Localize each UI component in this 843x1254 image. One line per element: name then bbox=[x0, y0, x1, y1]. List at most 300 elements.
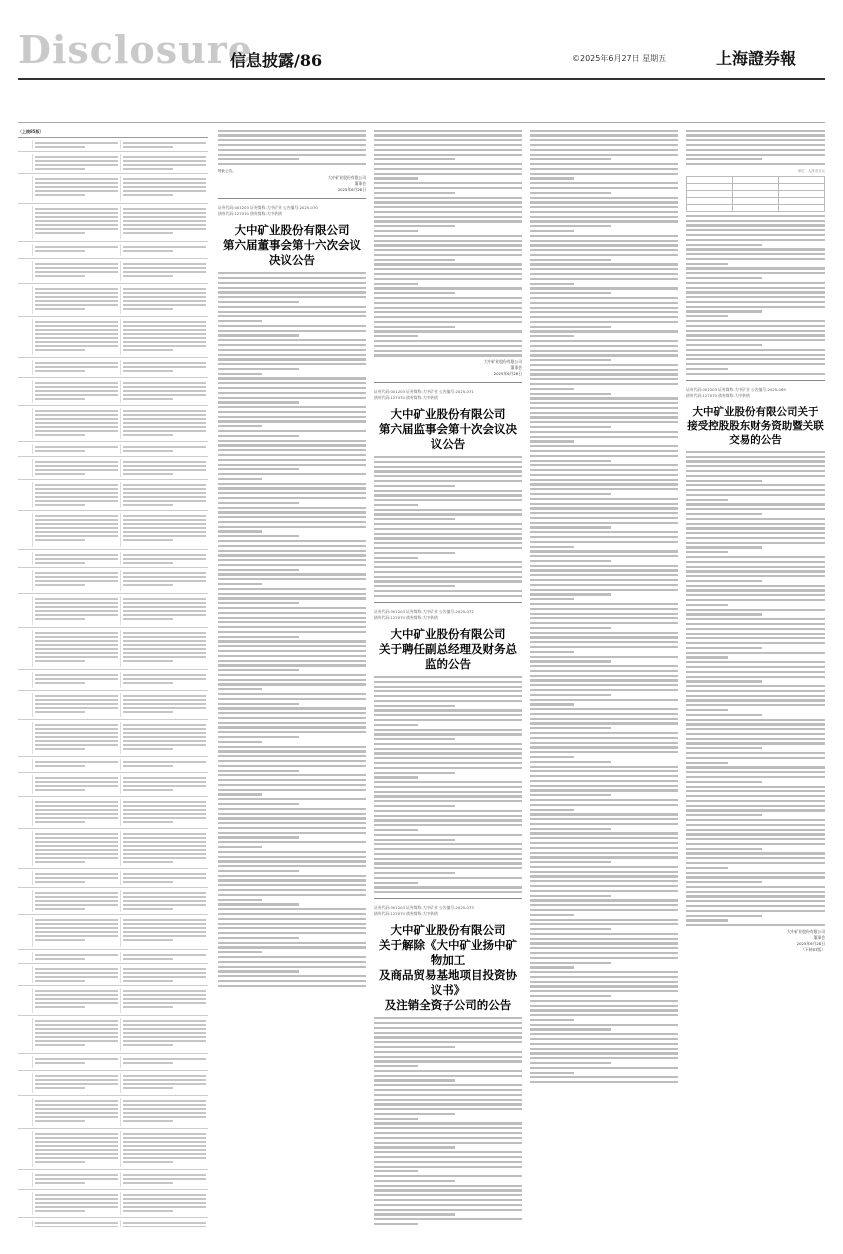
table-row bbox=[18, 1170, 208, 1190]
text-line bbox=[123, 446, 206, 448]
table-cell bbox=[121, 952, 208, 961]
text-line bbox=[35, 186, 118, 188]
text-line bbox=[123, 660, 173, 662]
text-line bbox=[686, 647, 762, 649]
table-cell bbox=[18, 596, 32, 625]
text-line bbox=[686, 253, 825, 255]
text-line bbox=[530, 789, 678, 791]
text-line bbox=[218, 440, 366, 442]
text-line bbox=[530, 421, 678, 423]
text-line bbox=[374, 580, 522, 582]
text-line bbox=[218, 554, 366, 556]
table-cell bbox=[121, 444, 208, 454]
text-line bbox=[686, 585, 825, 587]
text-line bbox=[530, 617, 678, 619]
text-line bbox=[123, 805, 206, 807]
text-line bbox=[218, 746, 366, 748]
text-line bbox=[35, 558, 118, 560]
text-line bbox=[686, 771, 825, 773]
text-line bbox=[218, 832, 366, 834]
text-line bbox=[530, 852, 678, 854]
text-line bbox=[530, 770, 678, 772]
text-line bbox=[218, 487, 366, 489]
text-line bbox=[123, 461, 206, 463]
text-line bbox=[123, 908, 173, 910]
text-line bbox=[218, 511, 366, 513]
text-line bbox=[686, 456, 825, 458]
text-line bbox=[123, 636, 206, 638]
text-line bbox=[35, 1058, 118, 1060]
text-line bbox=[530, 727, 611, 729]
text-line bbox=[374, 1070, 522, 1072]
text-line bbox=[530, 660, 611, 662]
text-line bbox=[123, 695, 206, 697]
table-cell bbox=[32, 244, 121, 256]
text-line bbox=[374, 192, 455, 194]
text-line bbox=[374, 1194, 522, 1196]
text-line bbox=[374, 244, 522, 246]
text-line bbox=[374, 330, 522, 332]
text-line bbox=[123, 271, 206, 273]
announcement-title bbox=[218, 223, 366, 268]
table-row bbox=[18, 358, 208, 378]
table-cell bbox=[32, 570, 121, 591]
text-line bbox=[374, 815, 522, 817]
text-line bbox=[530, 636, 678, 638]
table-cell bbox=[121, 482, 208, 508]
text-line bbox=[123, 398, 173, 400]
text-line bbox=[35, 919, 118, 921]
text-line bbox=[686, 363, 825, 365]
text-line bbox=[374, 719, 522, 721]
text-line bbox=[123, 954, 206, 956]
text-line bbox=[35, 288, 118, 290]
text-line bbox=[35, 394, 118, 396]
text-line bbox=[218, 970, 299, 972]
text-line bbox=[218, 894, 366, 896]
text-line bbox=[374, 776, 418, 778]
text-line bbox=[123, 333, 206, 335]
announcement-code: 证券代码:001203 证券简称:大中矿业 公告编号:2025-073 bbox=[374, 905, 474, 911]
announcement-code: 证券代码:001203 证券简称:大中矿业 公告编号:2025-069 bbox=[686, 386, 786, 392]
text-line bbox=[123, 190, 206, 192]
text-line bbox=[218, 277, 366, 279]
text-line bbox=[123, 504, 173, 506]
text-line bbox=[374, 1146, 455, 1148]
text-line bbox=[374, 743, 522, 745]
table-cell bbox=[32, 513, 121, 547]
text-line bbox=[123, 194, 173, 196]
text-line bbox=[123, 224, 206, 226]
text-line bbox=[374, 1185, 522, 1187]
text-line bbox=[530, 589, 678, 591]
text-line bbox=[374, 1170, 418, 1172]
text-line bbox=[530, 326, 611, 328]
text-line bbox=[686, 723, 825, 725]
text-line bbox=[218, 688, 262, 690]
text-line bbox=[35, 349, 85, 351]
text-line bbox=[123, 1062, 173, 1064]
text-line bbox=[35, 228, 118, 230]
announcement-title-line: 接受控股股东财务资助暨关联交易的公告 bbox=[687, 419, 824, 446]
text-line bbox=[686, 542, 825, 544]
text-line bbox=[374, 1137, 522, 1139]
text-line bbox=[530, 933, 678, 935]
table-cell bbox=[18, 871, 32, 885]
text-line bbox=[374, 1161, 522, 1163]
table-cell bbox=[32, 319, 121, 355]
text-line bbox=[686, 513, 762, 515]
table-cell bbox=[779, 183, 825, 190]
text-line bbox=[374, 829, 418, 831]
text-line bbox=[35, 492, 118, 494]
text-line bbox=[374, 206, 522, 208]
text-line bbox=[35, 1108, 118, 1110]
text-line bbox=[123, 939, 173, 941]
text-line bbox=[530, 144, 678, 146]
text-line bbox=[218, 540, 366, 542]
text-line bbox=[686, 310, 762, 312]
text-line bbox=[123, 523, 206, 525]
table-cell bbox=[779, 197, 825, 204]
table-cell bbox=[779, 190, 825, 197]
text-line bbox=[530, 225, 611, 227]
text-line bbox=[374, 139, 522, 141]
text-line bbox=[218, 846, 262, 848]
text-line bbox=[35, 748, 85, 750]
text-line bbox=[530, 775, 678, 777]
text-line bbox=[374, 283, 418, 285]
table-row bbox=[18, 670, 208, 691]
text-line bbox=[374, 259, 455, 261]
table-cell bbox=[733, 204, 779, 211]
text-line bbox=[123, 216, 206, 218]
announcement-code: 证券代码:001203 证券简称:大中矿业 公告编号:2025-070 bbox=[218, 205, 318, 211]
text-line bbox=[218, 368, 299, 370]
text-line bbox=[35, 1198, 118, 1200]
text-line bbox=[35, 250, 85, 252]
text-line bbox=[530, 593, 611, 595]
text-line bbox=[530, 1052, 678, 1054]
text-line bbox=[123, 142, 206, 144]
text-line bbox=[374, 762, 522, 764]
table-cell bbox=[32, 775, 121, 794]
text-line bbox=[374, 1151, 522, 1153]
table-cell bbox=[733, 190, 779, 197]
text-line bbox=[123, 632, 206, 634]
text-line bbox=[123, 366, 206, 368]
table-cell bbox=[121, 1018, 208, 1051]
text-line bbox=[686, 656, 728, 658]
text-line bbox=[123, 484, 206, 486]
bond-code: 债券代码:127070 债券简称:大中转债 bbox=[374, 614, 438, 620]
text-line bbox=[530, 168, 678, 170]
text-line bbox=[123, 341, 206, 343]
text-line bbox=[686, 320, 825, 322]
text-line bbox=[530, 1000, 678, 1002]
text-line bbox=[686, 344, 762, 346]
text-line bbox=[530, 201, 678, 203]
table-cell bbox=[32, 1073, 121, 1093]
text-line bbox=[35, 1149, 118, 1151]
table-cell bbox=[18, 672, 32, 688]
text-line bbox=[35, 292, 118, 294]
text-line bbox=[530, 1072, 574, 1074]
text-line bbox=[123, 1079, 206, 1081]
text-line bbox=[35, 308, 85, 310]
text-line bbox=[374, 268, 522, 270]
text-line bbox=[374, 297, 522, 299]
text-line bbox=[374, 144, 522, 146]
text-line bbox=[35, 990, 118, 992]
announcement-title-line: 大中矿业股份有限公司 bbox=[234, 223, 350, 238]
text-line bbox=[123, 576, 206, 578]
text-line bbox=[35, 728, 118, 730]
text-line bbox=[35, 660, 85, 662]
divider bbox=[374, 382, 522, 383]
text-line bbox=[530, 498, 678, 500]
text-line bbox=[686, 618, 825, 620]
text-line bbox=[123, 160, 206, 162]
text-line bbox=[35, 1104, 118, 1106]
text-line bbox=[686, 527, 825, 529]
text-line bbox=[35, 515, 118, 517]
text-line bbox=[218, 899, 262, 901]
text-line bbox=[374, 311, 522, 313]
text-line bbox=[123, 304, 206, 306]
text-line bbox=[374, 307, 522, 309]
text-line bbox=[123, 572, 206, 574]
table-cell bbox=[687, 176, 733, 183]
text-line bbox=[35, 576, 118, 578]
table-row bbox=[18, 950, 208, 964]
masthead bbox=[0, 0, 843, 80]
table-cell bbox=[32, 1172, 121, 1187]
text-line bbox=[686, 287, 825, 289]
table-cell bbox=[32, 952, 121, 961]
preceding-announcement-text bbox=[218, 130, 366, 166]
text-line bbox=[374, 1056, 522, 1058]
text-line bbox=[686, 738, 825, 740]
text-line bbox=[530, 149, 678, 151]
text-line bbox=[35, 602, 118, 604]
text-line bbox=[35, 927, 118, 929]
table-cell bbox=[18, 206, 32, 239]
text-line bbox=[686, 580, 762, 582]
text-line bbox=[374, 168, 522, 170]
text-line bbox=[123, 728, 206, 730]
text-line bbox=[374, 767, 522, 769]
text-line bbox=[530, 837, 678, 839]
text-line bbox=[123, 558, 206, 560]
text-line bbox=[218, 722, 366, 724]
text-line bbox=[218, 889, 366, 891]
text-line bbox=[35, 707, 118, 709]
text-line bbox=[218, 784, 366, 786]
text-line bbox=[374, 1036, 522, 1038]
text-line bbox=[530, 378, 678, 380]
text-line bbox=[686, 130, 825, 132]
table-cell bbox=[121, 672, 208, 688]
text-line bbox=[123, 1040, 206, 1042]
text-line bbox=[218, 712, 366, 714]
text-line bbox=[374, 1027, 522, 1029]
text-line bbox=[123, 1006, 173, 1008]
text-line bbox=[374, 733, 522, 735]
text-line bbox=[218, 717, 366, 719]
text-line bbox=[686, 862, 825, 864]
text-line bbox=[374, 187, 522, 189]
text-line bbox=[35, 1137, 118, 1139]
text-line bbox=[686, 881, 762, 883]
text-line bbox=[374, 810, 522, 812]
text-line bbox=[35, 267, 118, 269]
column-1 bbox=[218, 127, 366, 1227]
table-cell bbox=[18, 722, 32, 754]
text-line bbox=[686, 575, 825, 577]
text-line bbox=[218, 975, 366, 977]
text-line bbox=[123, 1083, 206, 1085]
announcement-code: 证券代码:001203 证券简称:大中矿业 公告编号:2025-072 bbox=[374, 608, 474, 614]
table-row bbox=[18, 174, 208, 204]
text-line bbox=[530, 197, 678, 199]
text-line bbox=[374, 729, 522, 731]
text-line bbox=[123, 349, 173, 351]
table-cell bbox=[121, 1131, 208, 1167]
text-line bbox=[35, 212, 118, 214]
text-line bbox=[374, 1099, 522, 1101]
text-line bbox=[35, 1100, 118, 1102]
table-cell bbox=[32, 1056, 121, 1068]
text-line bbox=[374, 886, 522, 888]
text-line bbox=[530, 828, 611, 830]
text-line bbox=[218, 836, 299, 838]
text-line bbox=[530, 268, 678, 270]
text-line bbox=[218, 679, 366, 681]
text-line bbox=[123, 1222, 206, 1224]
text-line bbox=[374, 154, 522, 156]
table-cell bbox=[18, 917, 32, 947]
table-row bbox=[18, 628, 208, 670]
text-line bbox=[218, 660, 366, 662]
text-line bbox=[218, 158, 299, 160]
text-line bbox=[686, 589, 825, 591]
text-line bbox=[530, 479, 678, 481]
text-line bbox=[35, 263, 118, 265]
text-line bbox=[123, 168, 173, 170]
text-line bbox=[35, 954, 118, 956]
text-line bbox=[374, 848, 522, 850]
announcement-title bbox=[686, 405, 825, 447]
text-line bbox=[35, 572, 118, 574]
text-line bbox=[374, 509, 522, 511]
signature-date: 2025年6月28日 bbox=[493, 371, 522, 377]
table-cell bbox=[121, 775, 208, 794]
text-line bbox=[35, 656, 118, 658]
text-line bbox=[218, 851, 366, 853]
table-cell bbox=[18, 630, 32, 667]
text-line bbox=[123, 980, 173, 982]
table-row bbox=[18, 568, 208, 594]
text-line bbox=[374, 177, 418, 179]
text-line bbox=[35, 164, 118, 166]
text-line bbox=[530, 732, 678, 734]
table-cell bbox=[121, 693, 208, 717]
text-line bbox=[374, 513, 522, 515]
text-line bbox=[123, 736, 206, 738]
text-line bbox=[530, 460, 611, 462]
text-line bbox=[686, 220, 825, 222]
text-line bbox=[218, 530, 262, 532]
text-line bbox=[35, 1174, 118, 1176]
text-line bbox=[530, 517, 678, 519]
text-line bbox=[374, 1094, 522, 1096]
text-line bbox=[35, 337, 118, 339]
text-line bbox=[686, 699, 825, 701]
text-line bbox=[374, 843, 522, 845]
text-line bbox=[686, 781, 762, 783]
text-line bbox=[374, 748, 522, 750]
text-line bbox=[374, 676, 522, 678]
table-row bbox=[18, 1054, 208, 1071]
text-line bbox=[35, 156, 118, 158]
text-line bbox=[686, 747, 762, 749]
text-line bbox=[218, 344, 366, 346]
table-row bbox=[18, 284, 208, 317]
text-line bbox=[218, 569, 299, 571]
text-line bbox=[374, 1084, 522, 1086]
text-line bbox=[374, 1142, 522, 1144]
text-line bbox=[530, 526, 611, 528]
text-line bbox=[686, 886, 825, 888]
text-line bbox=[530, 302, 678, 304]
announcement-title-line: 第六届董事会第十六次会议决议公告 bbox=[223, 238, 361, 268]
text-line bbox=[123, 873, 206, 875]
table-cell bbox=[121, 596, 208, 625]
table-cell bbox=[32, 1220, 121, 1227]
text-line bbox=[374, 461, 522, 463]
table-cell bbox=[121, 722, 208, 754]
table-cell bbox=[32, 444, 121, 454]
table-cell bbox=[18, 988, 32, 1013]
text-line bbox=[374, 504, 418, 506]
text-line bbox=[218, 354, 366, 356]
text-line bbox=[123, 500, 206, 502]
text-line bbox=[374, 220, 522, 222]
text-line bbox=[374, 528, 522, 530]
text-line bbox=[35, 908, 85, 910]
text-line bbox=[686, 518, 825, 520]
text-line bbox=[686, 719, 825, 721]
text-line bbox=[530, 1081, 678, 1083]
text-line bbox=[686, 561, 825, 563]
table-cell bbox=[18, 1192, 32, 1215]
text-line bbox=[218, 578, 366, 580]
text-line bbox=[218, 459, 366, 461]
text-line bbox=[686, 824, 825, 826]
text-line bbox=[35, 1116, 118, 1118]
text-line bbox=[530, 713, 678, 715]
text-line bbox=[218, 602, 299, 604]
text-line bbox=[530, 512, 678, 514]
text-line bbox=[123, 1036, 206, 1038]
text-line bbox=[374, 466, 522, 468]
text-line bbox=[374, 853, 522, 855]
text-line bbox=[374, 700, 522, 702]
text-line bbox=[530, 263, 678, 265]
text-line bbox=[35, 220, 118, 222]
text-line bbox=[530, 287, 678, 289]
